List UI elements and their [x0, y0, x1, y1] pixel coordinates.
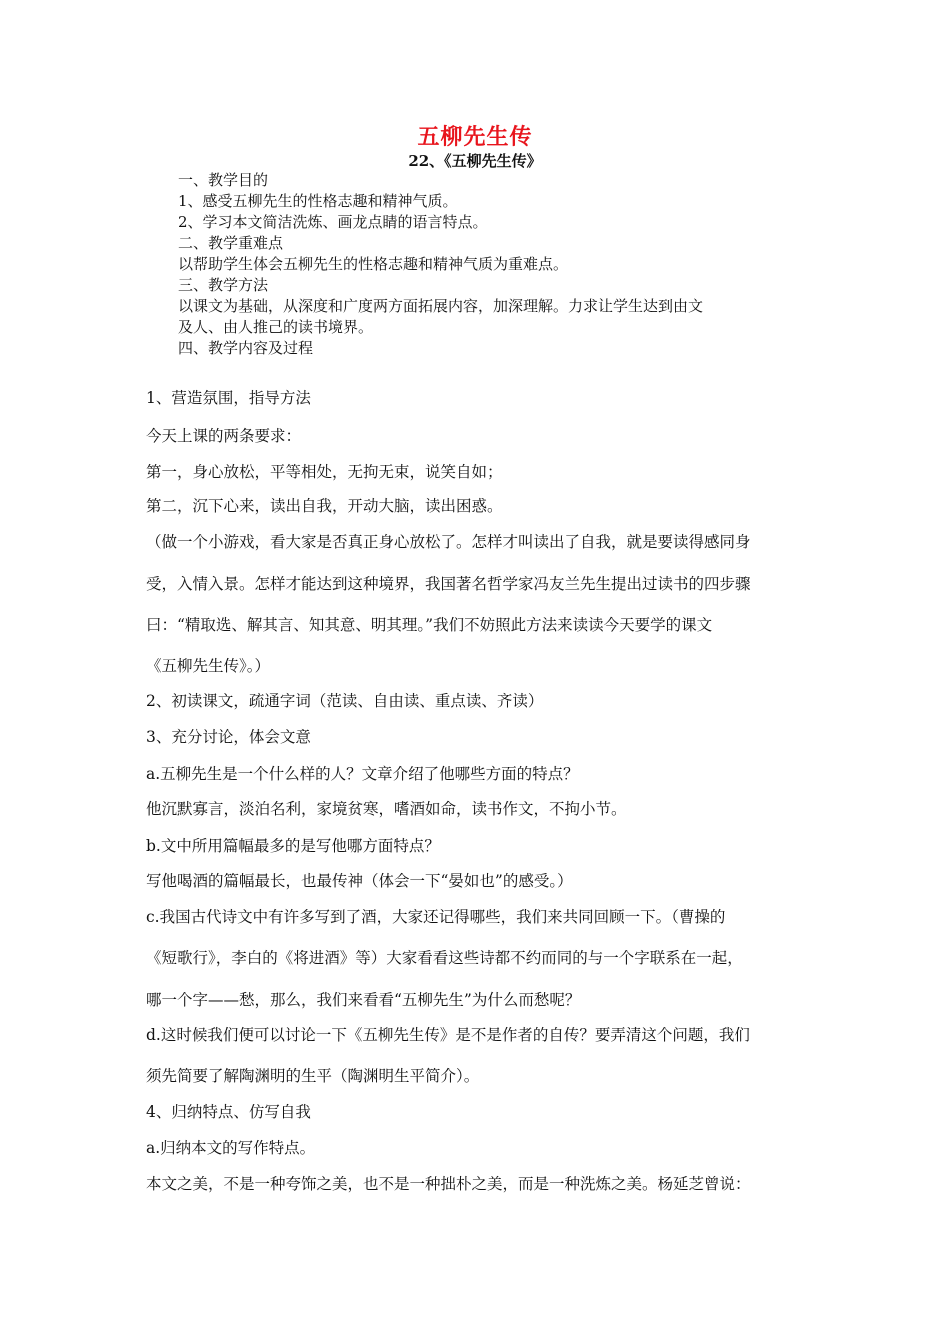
- outline-heading: 三、教学方法: [178, 276, 269, 294]
- answer-line: 他沉默寡言，淡泊名利，家境贫寒，嗜酒如命，读书作文，不拘小节。: [146, 800, 627, 818]
- question-line: a.归纳本文的写作特点。: [146, 1139, 316, 1157]
- paragraph-line: 本文之美，不是一种夸饰之美，也不是一种拙朴之美，而是一种洗炼之美。杨延芝曾说：: [146, 1175, 751, 1193]
- paragraph-line: 曰：“精取选、解其言、知其意、明其理。”我们不妨照此方法来读读今天要学的课文: [146, 616, 713, 634]
- outline-heading: 一、教学目的: [178, 171, 269, 189]
- section-heading: 3、充分讨论，体会文意: [146, 728, 311, 746]
- answer-line: 写他喝酒的篇幅最长，也最传神（体会一下“晏如也”的感受。）: [146, 872, 573, 890]
- question-line: a.五柳先生是一个什么样的人？文章介绍了他哪些方面的特点？: [146, 765, 579, 783]
- paragraph-line: 《短歌行》，李白的《将进酒》等）大家看看这些诗都不约而同的与一个字联系在一起，: [146, 949, 743, 967]
- question-line: d.这时候我们便可以讨论一下《五柳先生传》是不是作者的自传？要弄清这个问题，我们: [146, 1026, 750, 1044]
- paragraph-line: 须先简要了解陶渊明的生平（陶渊明生平简介）。: [146, 1067, 480, 1085]
- section-heading: 1、营造氛围，指导方法: [146, 389, 311, 407]
- outline-item: 以课文为基础，从深度和广度两方面拓展内容，加深理解。力求让学生达到由文: [178, 297, 704, 315]
- lesson-subtitle: 22、《五柳先生传》: [408, 152, 542, 170]
- question-line: b.文中所用篇幅最多的是写他哪方面特点？: [146, 837, 440, 855]
- section-heading: 4、归纳特点、仿写自我: [146, 1103, 311, 1121]
- paragraph-line: 哪一个字——愁，那么，我们来看看“五柳先生”为什么而愁呢？: [146, 991, 581, 1009]
- outline-item: 及人、由人推己的读书境界。: [178, 318, 374, 336]
- paragraph-line: 今天上课的两条要求：: [146, 427, 302, 445]
- outline-item: 1、感受五柳先生的性格志趣和精神气质。: [178, 192, 458, 210]
- outline-heading: 四、教学内容及过程: [178, 339, 314, 357]
- paragraph-line: 第二，沉下心来，读出自我，开动大脑，读出困惑。: [146, 497, 503, 515]
- paragraph-line: （做一个小游戏，看大家是否真正身心放松了。怎样才叫读出了自我，就是要读得感同身: [146, 533, 751, 551]
- lesson-outline: [178, 170, 798, 359]
- document-title: 五柳先生传: [417, 124, 533, 150]
- paragraph-line: 《五柳先生传》。）: [146, 657, 271, 675]
- section-heading: 2、初读课文，疏通字词（范读、自由读、重点读、齐读）: [146, 692, 544, 710]
- outline-heading: 二、教学重难点: [178, 234, 284, 252]
- paragraph-line: 受，入情入景。怎样才能达到这种境界，我国著名哲学家冯友兰先生提出过读书的四步骤: [146, 575, 751, 593]
- outline-item: 2、学习本文简洁洗炼、画龙点睛的语言特点。: [178, 213, 488, 231]
- question-line: c.我国古代诗文中有许多写到了酒，大家还记得哪些，我们来共同回顾一下。（曹操的: [146, 908, 726, 926]
- paragraph-line: 第一，身心放松，平等相处，无拘无束，说笑自如；: [146, 463, 503, 481]
- outline-item: 以帮助学生体会五柳先生的性格志趣和精神气质为重难点。: [178, 255, 569, 273]
